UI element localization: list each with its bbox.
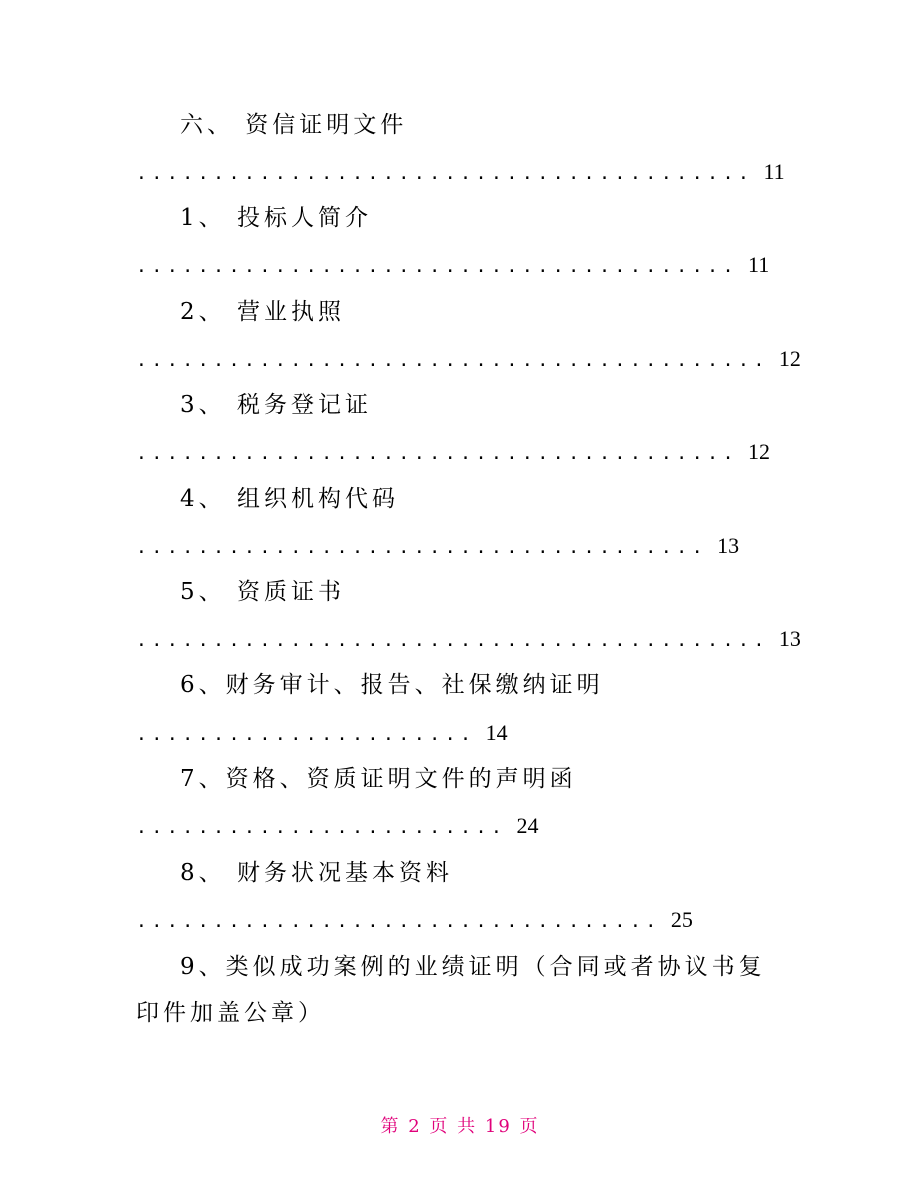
footer-label-of: 页 共 (429, 1116, 478, 1137)
page-footer (0, 1112, 920, 1138)
toc-dots: ....................................... (136, 443, 739, 464)
toc-leader (136, 811, 539, 841)
toc-heading: 4、 组织机构代码 (180, 486, 399, 512)
toc-page-number: 11 (748, 252, 770, 277)
toc-leader (136, 344, 801, 374)
toc-dots: ......................................... (136, 350, 769, 371)
toc-dots: ...................... (136, 724, 476, 745)
footer-label-end: 页 (519, 1116, 540, 1137)
toc-leader (136, 905, 693, 935)
toc-heading: 8、 财务状况基本资料 (180, 860, 453, 886)
toc-page-number: 24 (516, 813, 539, 838)
toc-page-number: 12 (748, 439, 771, 464)
toc-heading: 1、 投标人简介 (180, 205, 372, 231)
toc-heading: 6、财务审计、报告、社保缴纳证明 (180, 672, 604, 698)
toc-dots: ..................................... (136, 537, 708, 558)
toc-dots: .................................. (136, 911, 661, 932)
toc-dots: ......................................... (136, 630, 769, 651)
toc-leader (136, 718, 508, 748)
toc-heading: 5、 资质证书 (180, 579, 345, 605)
footer-current-page: 2 (408, 1116, 422, 1137)
toc-page-number: 13 (717, 533, 740, 558)
toc-page-number: 14 (485, 720, 508, 745)
toc-page-number: 11 (763, 159, 785, 184)
toc-heading: 9、类似成功案例的业绩证明（合同或者协议书复印件加盖公章） (136, 954, 766, 1026)
toc-page-number: 25 (670, 907, 693, 932)
toc-heading: 六、 资信证明文件 (180, 112, 408, 138)
toc-dots: ........................ (136, 817, 507, 838)
footer-label-page: 第 (380, 1116, 401, 1137)
toc-leader (136, 624, 801, 654)
toc-page-number: 12 (778, 346, 801, 371)
toc-leader (136, 437, 770, 467)
toc-heading: 7、资格、资质证明文件的声明函 (180, 766, 577, 792)
toc-heading: 3、 税务登记证 (180, 392, 372, 418)
toc-heading: 2、 营业执照 (180, 299, 345, 325)
footer-total-pages: 19 (484, 1116, 512, 1137)
toc-dots: ........................................ (136, 163, 754, 184)
toc-leader (136, 531, 739, 561)
toc-page-number: 13 (778, 626, 801, 651)
toc-dots: ....................................... (136, 256, 739, 277)
toc-leader (136, 157, 785, 187)
toc-leader (136, 250, 769, 280)
